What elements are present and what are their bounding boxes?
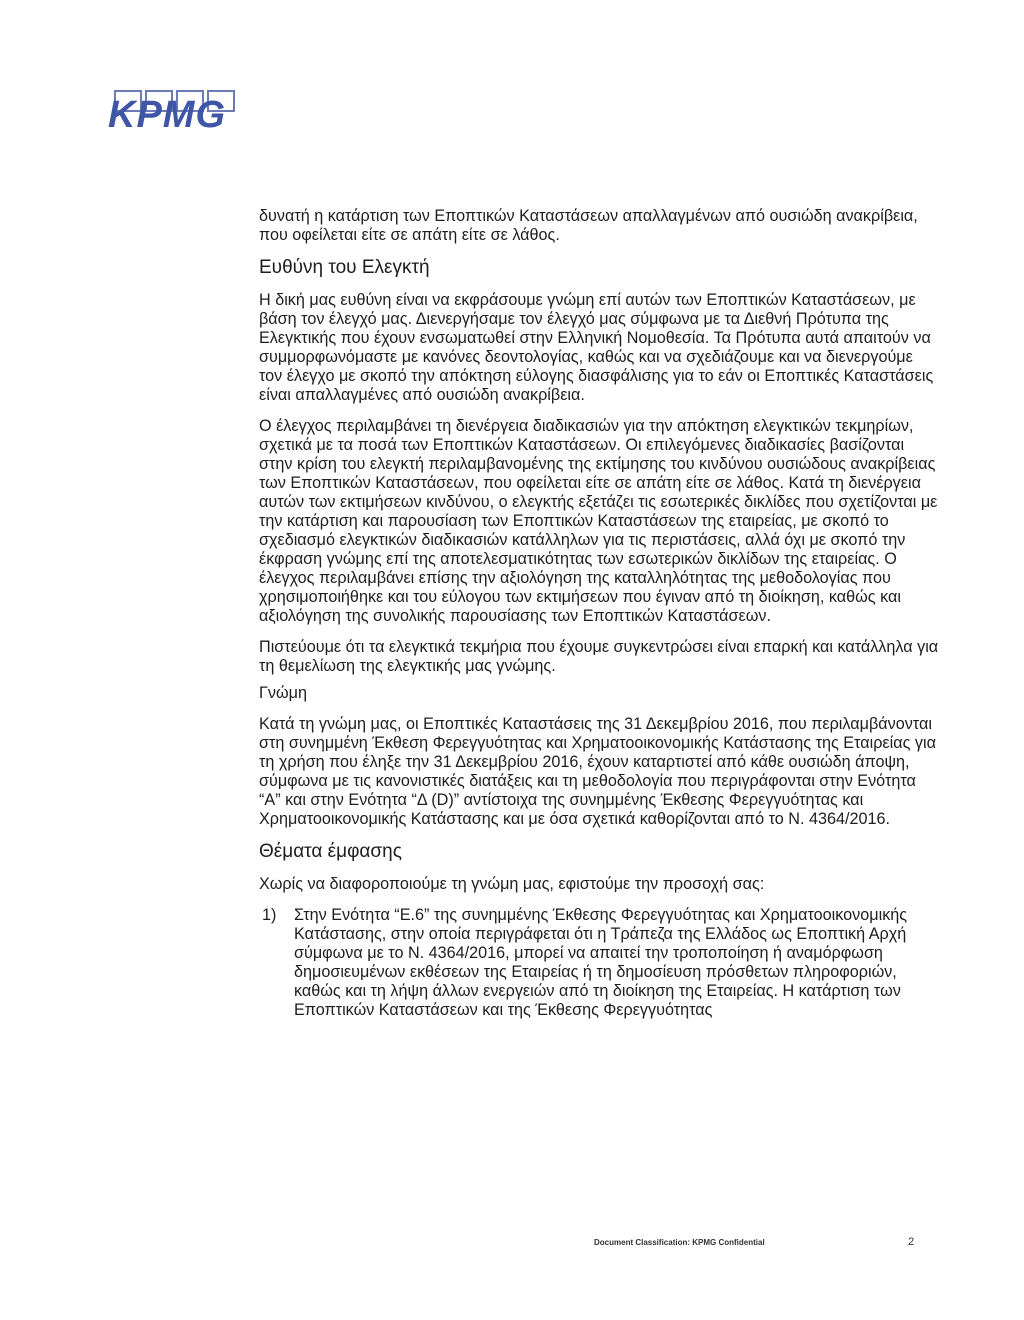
heading-emphasis-matters: Θέματα έμφασης [259, 841, 402, 862]
paragraph-opinion: Κατά τη γνώμη μας, οι Εποπτικές Καταστάσεις της 31 Δεκεμβρίου 2016, που περιλαμβάνονται στη συνημμένη Έκθεση Φερεγγυότητας και Χρηματοοικονομικής Κατάστασης της Εταιρείας για τη χρήση που έληξε την 31 Δεκεμβρίου 2016, έχουν καταρτιστεί από κάθε ουσιώδη άποψη, σύμφωνα με τις κανονιστικές διατάξεις και τη μεθοδολογία που περιγράφονται στην Ενότητα “Α” και στην Ενότητα “Δ (D)” αντίστοιχα της συνημμένης Έκθεσης Φερεγγυότητας και Χρηματοοικονομικής Κατάστασης και με όσα σχετικά καθορίζονται από το Ν. 4364/2016. [259, 715, 936, 828]
kpmg-logo [108, 90, 240, 138]
paragraph-responsibility: Η δική μας ευθύνη είναι να εκφράσουμε γνώμη επί αυτών των Εποπτικών Καταστάσεων, με βάση τον έλεγχό μας. Διενεργήσαμε τον έλεγχό μας σύμφωνα με τα Διεθνή Πρότυπα της Ελεγκτικής που έχουν ενσωματωθεί στην Ελληνική Νομοθεσία. Τα Πρότυπα αυτά απαιτούν να συμμορφωνόμαστε με κανόνες δεοντολογίας, καθώς και να σχεδιάζουμε και να διενεργούμε τον έλεγχο με σκοπό την απόκτηση εύλογης διασφάλισης για το εάν οι Εποπτικές Καταστάσεις είναι απαλλαγμένες από ουσιώδη ανακρίβεια. [259, 291, 934, 404]
paragraph-emphasis-intro: Χωρίς να διαφοροποιούμε τη γνώμη μας, εφιστούμε την προσοχή σας: [259, 875, 765, 893]
heading-auditor-responsibility: Ευθύνη του Ελεγκτή [259, 257, 430, 278]
logo-text: KPMG [108, 94, 226, 136]
paragraph-audit-procedures: Ο έλεγχος περιλαμβάνει τη διενέργεια διαδικασιών για την απόκτηση ελεγκτικών τεκμηρίων, σχετικά με τα ποσά των Εποπτικών Καταστάσεων. Οι επιλεγόμενες διαδικασίες βασίζονται στην κρίση του ελεγκτή περιλαμβανομένης της εκτίμησης του κινδύνου ουσιώδους ανακρίβειας των Εποπτικών Καταστάσεων, που οφείλεται είτε σε απάτη είτε σε λάθος. Κατά τη διενέργεια αυτών των εκτιμήσεων κινδύνου, ο ελεγκτής εξετάζει τις εσωτερικές δικλίδες που σχετίζονται με την κατάρτιση και παρουσίαση των Εποπτικών Καταστάσεων της εταιρείας, με σκοπό το σχεδιασμό ελεγκτικών διαδικασιών κατάλληλων για τις περιστάσεις, αλλά όχι με σκοπό την έκφραση γνώμης επί της αποτελεσματικότητας των εσωτερικών δικλίδων της εταιρείας. Ο έλεγχος περιλαμβάνει επίσης την αξιολόγηση της καταλληλότητας της μεθοδολογίας που χρησιμοποιήθηκε και του εύλογου των εκτιμήσεων που έγιναν από τη διοίκηση, καθώς και αξιολόγηση της συνολικής παρουσίασης των Εποπτικών Καταστάσεων. [259, 417, 938, 625]
document-body [259, 207, 939, 1020]
paragraph-evidence: Πιστεύουμε ότι τα ελεγκτικά τεκμήρια που έχουμε συγκεντρώσει είναι επαρκή και κατάλληλα για τη θεμελίωση της ελεγκτικής μας γνώμης. [259, 638, 939, 675]
paragraph-intro: δυνατή η κατάρτιση των Εποπτικών Καταστάσεων απαλλαγμένων από ουσιώδη ανακρίβεια, που οφείλεται είτε σε απάτη είτε σε λάθος. [259, 207, 918, 244]
page-number: 2 [908, 1236, 915, 1248]
list-item-number: 1) [262, 906, 277, 924]
list-item [259, 906, 939, 1020]
list-item-text: Στην Ενότητα “Ε.6” της συνημμένης Έκθεσης Φερεγγυότητας και Χρηματοοικονομικής Κατάστασης, στην οποία περιγράφεται ότι η Τράπεζα της Ελλάδος ως Εποπτική Αρχή σύμφωνα με το Ν. 4364/2016, μπορεί να απαιτεί την τροποποίηση ή αναμόρφωση δημοσιευμένων εκθέσεων της Εταιρείας ή τη δημοσίευση πρόσθετων πληροφοριών, καθώς και τη λήψη άλλων ενεργειών από τη διοίκηση της Εταιρείας. Η κατάρτιση των Εποπτικών Καταστάσεων και της Έκθεσης Φερεγγυότητας [294, 906, 908, 1019]
heading-opinion: Γνώμη [259, 684, 307, 702]
document-classification: Document Classification: KPMG Confidential [594, 1238, 765, 1247]
